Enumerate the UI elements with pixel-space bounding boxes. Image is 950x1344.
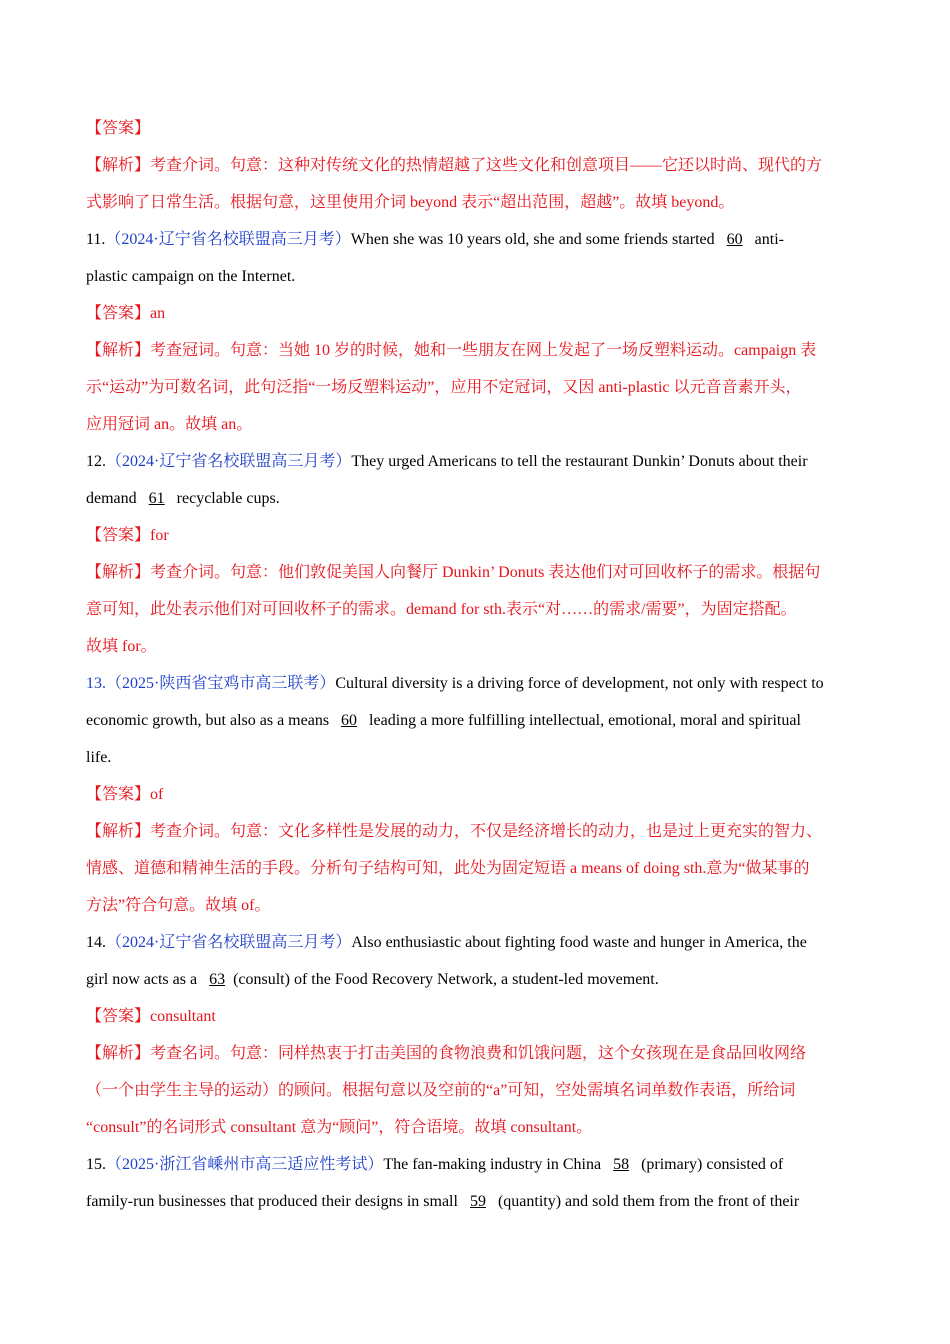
q13-stem-line-2 <box>86 702 876 739</box>
answer-label: 【答案】 <box>86 527 151 544</box>
q10-answer: 【答案】 <box>86 120 151 137</box>
q13-analysis-line-3: 方法”符合句意。故填 of。 <box>86 897 271 914</box>
q14-analysis-line-2: （一个由学生主导的运动）的顾问。根据句意以及空前的“a”可知，空处需填名词单数作表语，所给词 <box>86 1082 796 1099</box>
q11-stem-line-1 <box>86 221 876 258</box>
q12-analysis-line-2: 意可知，此处表示他们对可回收杯子的需求。demand for sth.表示“对……的需求/需要”，为固定搭配。 <box>86 601 797 618</box>
stem-text: anti- <box>750 231 784 248</box>
question-number: 14. <box>86 934 106 951</box>
stem-text: Cultural diversity is a driving force of development, not only with respect to <box>335 675 824 692</box>
q13-stem-line-1 <box>86 665 876 702</box>
question-number: 11. <box>86 231 106 248</box>
blank-number: 60 <box>726 231 743 248</box>
q12-stem-line-1 <box>86 443 876 480</box>
q14-stem-line-1 <box>86 924 876 961</box>
question-source: （2025·浙江省嵊州市高三适应性考试） <box>106 1156 384 1173</box>
q15-stem-line-1 <box>86 1146 876 1183</box>
q11-stem-line-2: plastic campaign on the Internet. <box>86 268 296 285</box>
question-source: （2024·辽宁省名校联盟高三月考） <box>105 231 351 248</box>
stem-text: The fan-making industry in China <box>383 1156 606 1173</box>
q12-answer <box>86 517 876 554</box>
question-number: 15. <box>86 1156 106 1173</box>
stem-text: (primary) consisted of <box>637 1156 784 1173</box>
document-page <box>86 110 876 1220</box>
q11-answer <box>86 295 876 332</box>
q14-analysis-line-3: “consult”的名词形式 consultant 意为“顾问”，符合语境。故填 consultant。 <box>86 1119 593 1136</box>
blank-number: 59 <box>469 1193 486 1210</box>
stem-text: recyclable cups. <box>172 490 280 507</box>
question-number: 13. <box>86 675 106 692</box>
answer-label: 【答案】 <box>86 305 151 322</box>
answer-value: of <box>150 786 164 803</box>
stem-text: demand <box>86 490 141 507</box>
q14-stem-line-2 <box>86 961 876 998</box>
q10-analysis-line-2: 式影响了日常生活。根据句意，这里使用介词 beyond 表示“超出范围，超越”。故填 beyond。 <box>86 194 735 211</box>
q15-stem-line-2 <box>86 1183 876 1220</box>
blank-number: 63 <box>209 971 226 988</box>
q12-analysis-line-1: 【解析】考查介词。句意：他们敦促美国人向餐厅 Dunkin’ Donuts 表达他们对可回收杯子的需求。根据句 <box>86 564 821 581</box>
stem-text: When she was 10 years old, she and some friends started <box>350 231 719 248</box>
question-source: （2024·辽宁省名校联盟高三月考） <box>106 934 352 951</box>
q13-analysis-line-2: 情感、道德和精神生活的手段。分析句子结构可知，此处为固定短语 a means of doing sth.意为“做某事的 <box>86 860 810 877</box>
answer-label: 【答案】 <box>86 1008 151 1025</box>
question-source: （2024·辽宁省名校联盟高三月考） <box>106 453 352 470</box>
answer-label: 【答案】 <box>86 786 151 803</box>
answer-value: an <box>150 305 166 322</box>
stem-text: family-run businesses that produced their designs in small <box>86 1193 462 1210</box>
blank-number: 60 <box>341 712 358 729</box>
answer-value: consultant <box>150 1008 216 1025</box>
stem-text: Also enthusiastic about fighting food waste and hunger in America, the <box>351 934 807 951</box>
question-source: （2025·陕西省宝鸡市高三联考） <box>106 675 336 692</box>
stem-text: They urged Americans to tell the restaurant Dunkin’ Donuts about their <box>351 453 808 470</box>
q11-analysis-line-1: 【解析】考查冠词。句意：当她 10 岁的时候，她和一些朋友在网上发起了一场反塑料运动。campaign 表 <box>86 342 817 359</box>
q10-analysis-line-1: 【解析】考查介词。句意：这种对传统文化的热情超越了这些文化和创意项目——它还以时尚、现代的方 <box>86 157 823 174</box>
answer-value: for <box>150 527 169 544</box>
stem-text: (quantity) and sold them from the front of their <box>493 1193 800 1210</box>
stem-text: (consult) of the Food Recovery Network, a student-led movement. <box>233 971 659 988</box>
blank-number: 58 <box>613 1156 630 1173</box>
stem-text: leading a more fulfilling intellectual, emotional, moral and spiritual <box>365 712 801 729</box>
q14-analysis-line-1: 【解析】考查名词。句意：同样热衷于打击美国的食物浪费和饥饿问题，这个女孩现在是食品回收网络 <box>86 1045 807 1062</box>
q12-analysis-line-3: 故填 for。 <box>86 638 157 655</box>
q12-stem-line-2 <box>86 480 876 517</box>
q13-stem-line-3: life. <box>86 749 112 766</box>
stem-text: girl now acts as a <box>86 971 202 988</box>
question-number: 12. <box>86 453 106 470</box>
q13-analysis-line-1: 【解析】考查介词。句意：文化多样性是发展的动力，不仅是经济增长的动力，也是过上更充实的智力、 <box>86 823 823 840</box>
blank-number: 61 <box>148 490 165 507</box>
q14-answer <box>86 998 876 1035</box>
stem-text: economic growth, but also as a means <box>86 712 334 729</box>
q11-analysis-line-3: 应用冠词 an。故填 an。 <box>86 416 253 433</box>
q13-answer <box>86 776 876 813</box>
q11-analysis-line-2: 示“运动”为可数名词，此句泛指“一场反塑料运动”，应用不定冠词，又因 anti-plastic 以元音音素开头， <box>86 379 802 396</box>
